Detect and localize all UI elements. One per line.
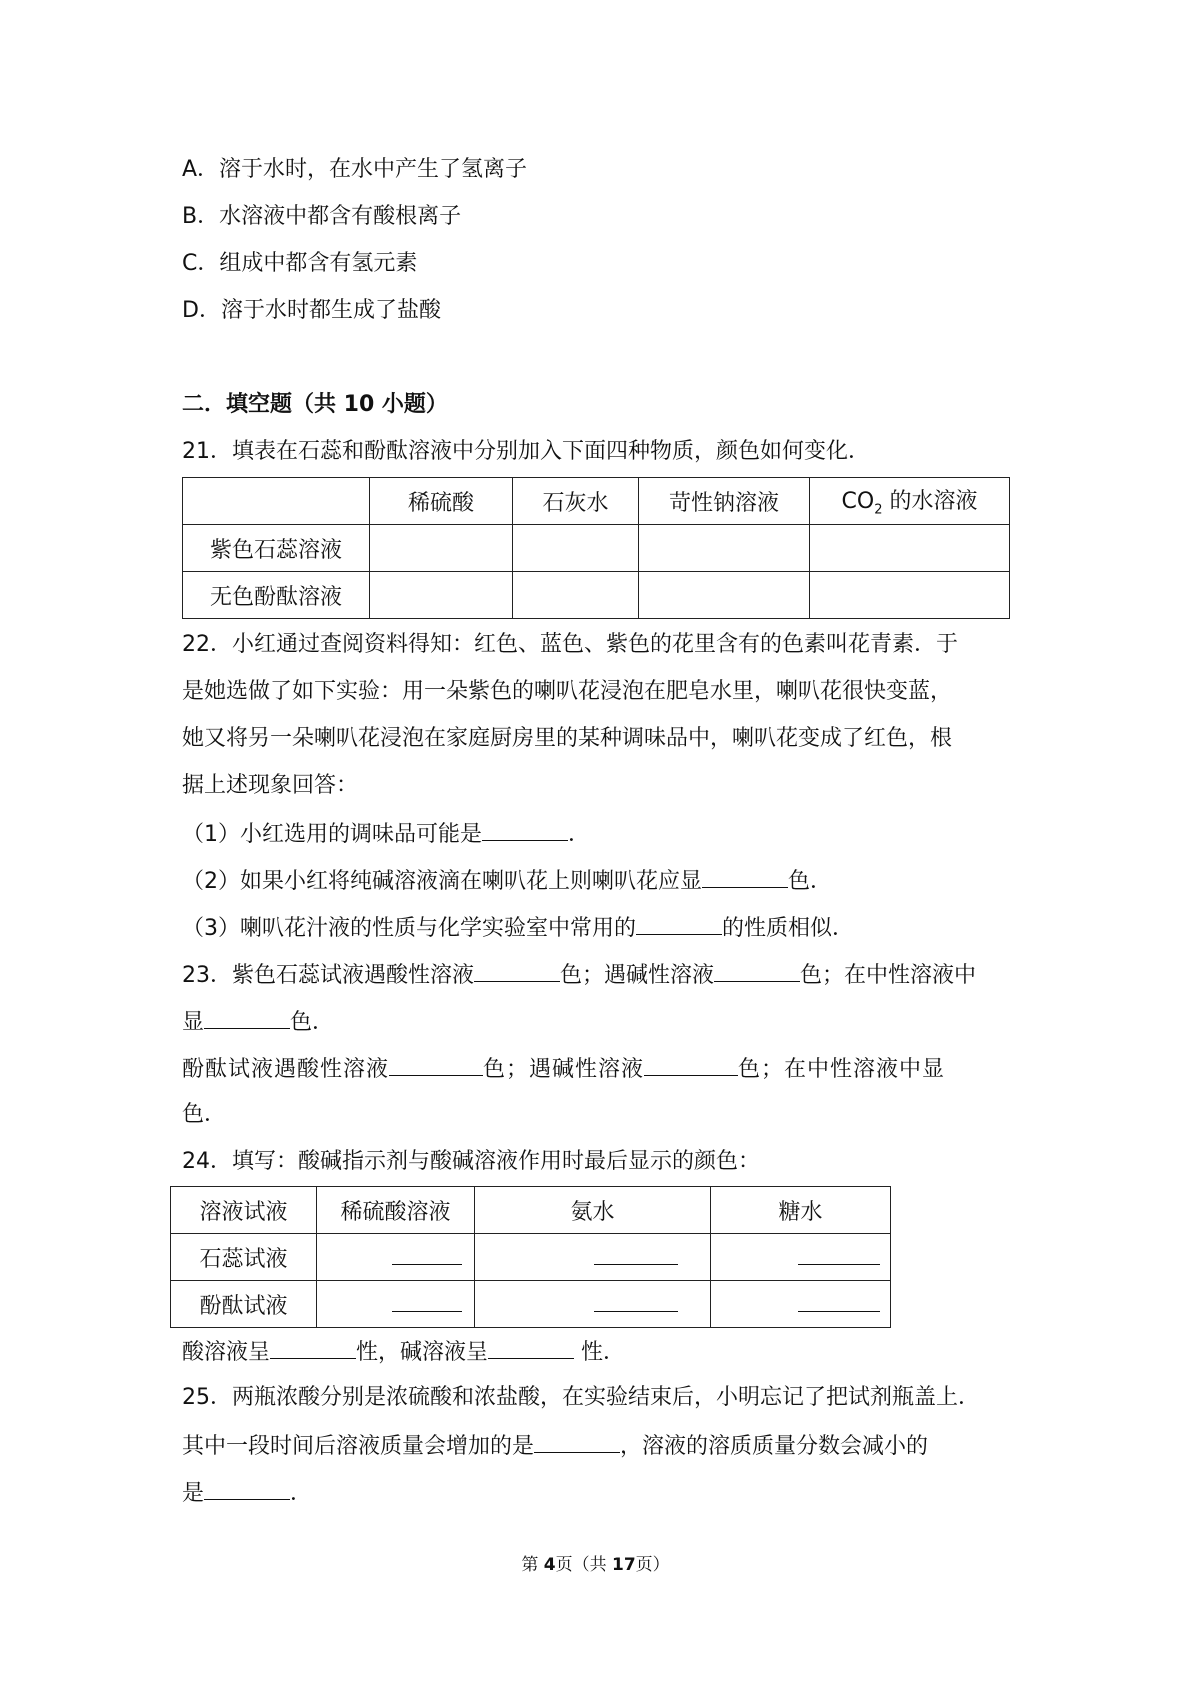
answer-cell[interactable] xyxy=(711,1234,891,1281)
q25-line-1: 25．两瓶浓酸分别是浓硫酸和浓盐酸，在实验结束后，小明忘记了把试剂瓶盖上． xyxy=(182,1385,980,1410)
table-cell: 糖水 xyxy=(711,1187,891,1234)
q22-part-1 xyxy=(182,818,590,850)
table-row xyxy=(171,1234,891,1281)
table-row xyxy=(183,478,1010,525)
answer-cell[interactable] xyxy=(370,525,513,572)
option-c: C．组成中都含有氢元素 xyxy=(182,251,418,276)
co2-subscript: 2 xyxy=(874,502,883,518)
table-row xyxy=(183,572,1010,619)
q22-line-3: 她又将另一朵喇叭花浸泡在家庭厨房里的某种调味品中，喇叭花变成了红色，根 xyxy=(182,726,953,751)
q22-part-3-text: （3）喇叭花汁液的性质与化学实验室中常用的 xyxy=(182,916,636,941)
answer-cell[interactable] xyxy=(513,572,639,619)
answer-cell[interactable] xyxy=(639,525,810,572)
table-cell xyxy=(183,478,370,525)
q24-after xyxy=(182,1336,625,1368)
answer-blank[interactable] xyxy=(392,1244,462,1265)
total-pages: 17 xyxy=(611,1555,636,1575)
q25-line-2 xyxy=(182,1430,928,1462)
answer-blank[interactable] xyxy=(798,1244,880,1265)
q25-text: ． xyxy=(290,1481,313,1506)
q24-text: 性． xyxy=(574,1340,626,1365)
q23-line-4: 色． xyxy=(182,1102,227,1127)
table-cell: 氨水 xyxy=(475,1187,711,1234)
q23-text: 色；在中性溶液中显 xyxy=(738,1057,946,1082)
answer-blank[interactable] xyxy=(594,1244,678,1265)
q22-line-1: 22．小红通过查阅资料得知：红色、蓝色、紫色的花里含有的色素叫花青素．于 xyxy=(182,632,958,657)
q25-line-3 xyxy=(182,1477,312,1509)
q21-stem: 21．填表在石蕊和酚酞溶液中分别加入下面四种物质，颜色如何变化． xyxy=(182,439,870,464)
answer-cell[interactable] xyxy=(711,1281,891,1328)
q24-text: 酸溶液呈 xyxy=(182,1340,271,1365)
q25-text: 其中一段时间后溶液质量会增加的是 xyxy=(182,1434,535,1459)
answer-blank[interactable] xyxy=(392,1291,462,1312)
answer-blank[interactable] xyxy=(474,959,560,982)
footer-text: 页） xyxy=(635,1555,670,1575)
row-label: 无色酚酞溶液 xyxy=(183,572,370,619)
answer-blank[interactable] xyxy=(702,865,788,888)
q23-text: 色；在中性溶液中 xyxy=(800,963,977,988)
table-cell: 石灰水 xyxy=(513,478,639,525)
answer-cell[interactable] xyxy=(639,572,810,619)
co2-header-cell xyxy=(810,478,1010,525)
q23-text: 色；遇碱性溶液 xyxy=(560,963,715,988)
q23-text: 色；遇碱性溶液 xyxy=(483,1057,645,1082)
answer-cell[interactable] xyxy=(513,525,639,572)
answer-blank[interactable] xyxy=(389,1053,483,1076)
footer-text: 页（共 xyxy=(555,1555,612,1575)
q21-table xyxy=(182,477,1010,619)
answer-blank[interactable] xyxy=(488,1336,574,1359)
section-heading: 二．填空题（共 10 小题） xyxy=(182,392,448,417)
row-label: 石蕊试液 xyxy=(171,1234,317,1281)
answer-blank[interactable] xyxy=(644,1053,738,1076)
q22-line-2: 是她选做了如下实验：用一朵紫色的喇叭花浸泡在肥皂水里，喇叭花很快变蓝， xyxy=(182,679,953,704)
answer-blank[interactable] xyxy=(270,1336,356,1359)
answer-cell[interactable] xyxy=(475,1234,711,1281)
answer-cell[interactable] xyxy=(810,572,1010,619)
option-b: B．水溶液中都含有酸根离子 xyxy=(182,204,462,229)
co2-suffix: 的水溶液 xyxy=(882,489,978,515)
table-row xyxy=(183,525,1010,572)
table-cell: 稀硫酸 xyxy=(370,478,513,525)
table-cell: 稀硫酸溶液 xyxy=(317,1187,475,1234)
q25-text: 是 xyxy=(182,1481,205,1506)
table-cell: 苛性钠溶液 xyxy=(639,478,810,525)
answer-blank[interactable] xyxy=(204,1477,290,1500)
row-label: 紫色石蕊溶液 xyxy=(183,525,370,572)
q25-text: ，溶液的溶质质量分数会减小的 xyxy=(620,1434,929,1459)
q22-part-2-end: 色． xyxy=(788,869,833,894)
q23-text: 色． xyxy=(290,1010,335,1035)
q22-part-2 xyxy=(182,865,832,897)
q22-part-2-text: （2）如果小红将纯碱溶液滴在喇叭花上则喇叭花应显 xyxy=(182,869,702,894)
row-label: 酚酞试液 xyxy=(171,1281,317,1328)
q22-part-1-end: ． xyxy=(568,822,591,847)
answer-cell[interactable] xyxy=(317,1281,475,1328)
q22-part-1-text: （1）小红选用的调味品可能是 xyxy=(182,822,482,847)
answer-blank[interactable] xyxy=(594,1291,678,1312)
q24-text: 性，碱溶液呈 xyxy=(356,1340,489,1365)
answer-cell[interactable] xyxy=(317,1234,475,1281)
q23-line-1 xyxy=(182,959,976,991)
answer-blank[interactable] xyxy=(714,959,800,982)
co2-formula: CO xyxy=(841,489,875,515)
q24-table xyxy=(170,1186,891,1328)
option-a: A．溶于水时，在水中产生了氢离子 xyxy=(182,157,528,182)
page-number: 4 xyxy=(543,1555,556,1575)
q23-line-3 xyxy=(182,1053,945,1085)
q23-line-2 xyxy=(182,1006,334,1038)
page-footer xyxy=(0,1550,1191,1575)
answer-blank[interactable] xyxy=(636,912,722,935)
q23-text: 显 xyxy=(182,1010,205,1035)
answer-cell[interactable] xyxy=(810,525,1010,572)
answer-blank[interactable] xyxy=(204,1006,290,1029)
table-row xyxy=(171,1281,891,1328)
q23-text: 23．紫色石蕊试液遇酸性溶液 xyxy=(182,963,474,988)
option-d: D．溶于水时都生成了盐酸 xyxy=(182,298,441,323)
q22-line-4: 据上述现象回答： xyxy=(182,773,359,798)
q22-part-3-end: 的性质相似． xyxy=(722,916,855,941)
q22-part-3 xyxy=(182,912,854,944)
answer-blank[interactable] xyxy=(482,818,568,841)
answer-cell[interactable] xyxy=(370,572,513,619)
footer-text: 第 xyxy=(521,1555,544,1575)
q24-stem: 24．填写：酸碱指示剂与酸碱溶液作用时最后显示的颜色： xyxy=(182,1149,760,1174)
table-row xyxy=(171,1187,891,1234)
answer-cell[interactable] xyxy=(475,1281,711,1328)
table-cell: 溶液试液 xyxy=(171,1187,317,1234)
answer-blank[interactable] xyxy=(534,1430,620,1453)
q23-text: 酚酞试液遇酸性溶液 xyxy=(182,1057,390,1082)
answer-blank[interactable] xyxy=(798,1291,880,1312)
